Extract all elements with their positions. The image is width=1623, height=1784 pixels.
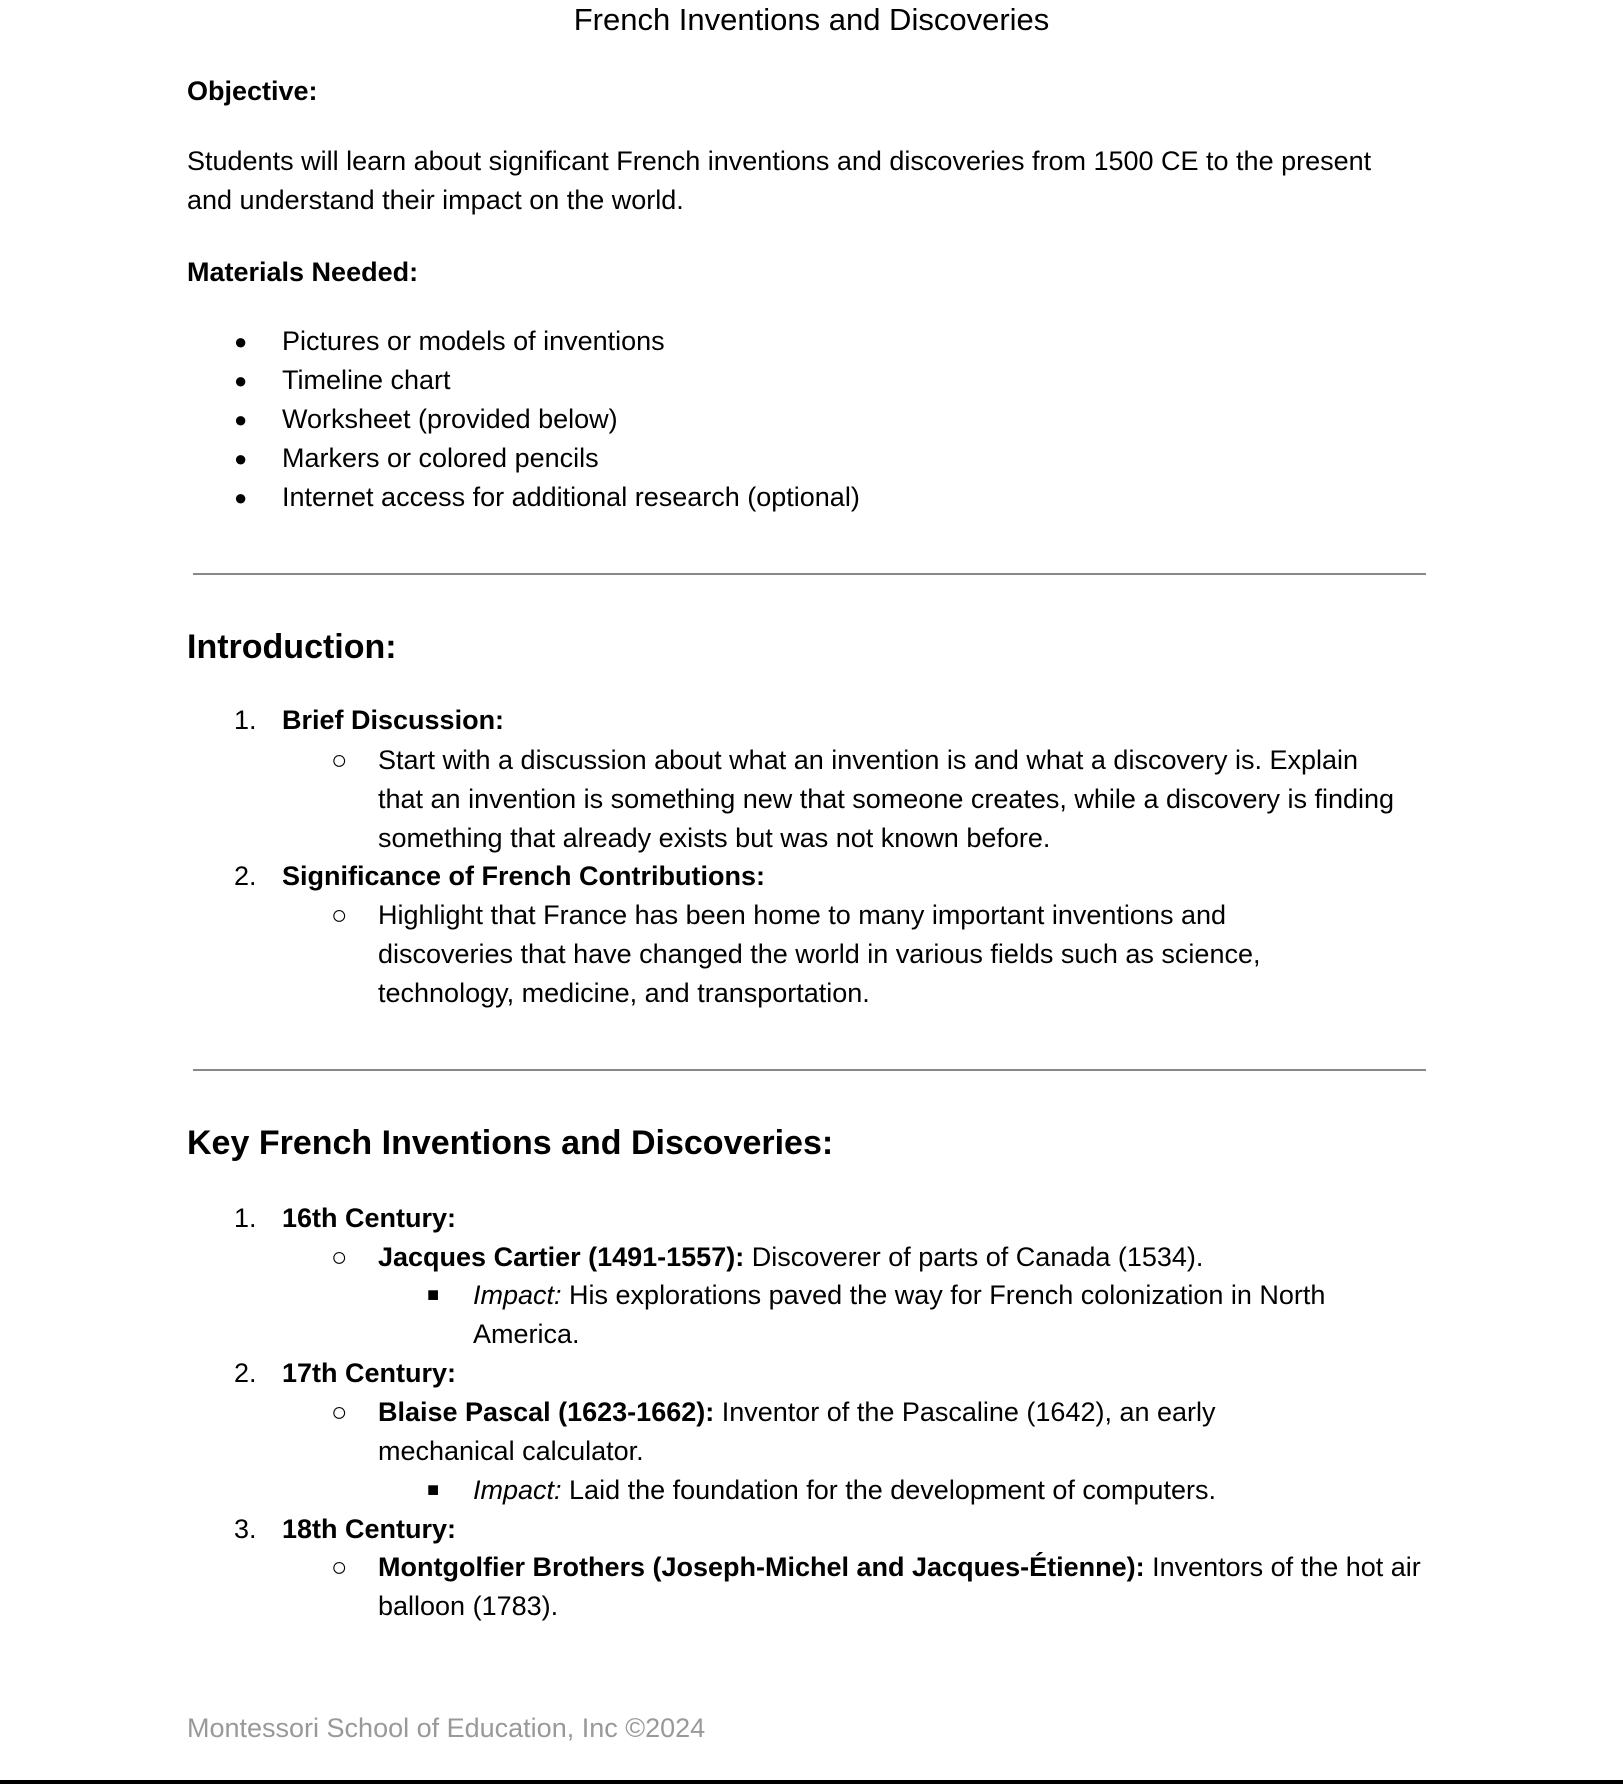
list-item-text: Start with a discussion about what an invention is and what a discovery is. Explain that an invention is something new that someone creates, while a discovery is finding something that already exists but was not known before.: [378, 745, 1395, 853]
list-item-label: 18th Century:: [282, 1514, 457, 1544]
introduction-heading: Introduction:: [187, 628, 397, 666]
objective-heading: Objective:: [187, 76, 318, 106]
key-heading: Key French Inventions and Discoveries:: [187, 1124, 834, 1162]
list-item-text: Pictures or models of inventions: [282, 326, 665, 356]
list-item-label: Brief Discussion:: [282, 705, 505, 735]
circle-bullet-icon: ○: [331, 1397, 348, 1427]
square-bullet-icon: ■: [427, 1479, 440, 1501]
bullet-icon: ●: [234, 446, 248, 471]
list-item-text: Highlight that France has been home to many important inventions and discoveries that have changed the world in various fields such as science, technology, medicine, and transportation.: [378, 900, 1261, 1008]
list-item-text: Internet access for additional research (optional): [282, 482, 860, 512]
bullet-icon: ●: [234, 407, 248, 432]
bullet-icon: ●: [234, 368, 248, 393]
list-item-label: Significance of French Contributions:: [282, 861, 766, 891]
divider: [193, 573, 1426, 575]
bullet-icon: ●: [234, 485, 248, 510]
list-number: 2.: [234, 1358, 257, 1388]
materials-heading: Materials Needed:: [187, 257, 419, 287]
page-bottom-border: [0, 1780, 1623, 1784]
circle-bullet-icon: ○: [331, 900, 348, 930]
list-number: 2.: [234, 861, 257, 891]
list-item-text: Markers or colored pencils: [282, 443, 599, 473]
square-bullet-icon: ■: [427, 1284, 440, 1306]
divider: [193, 1069, 1426, 1071]
circle-bullet-icon: ○: [331, 745, 348, 775]
list-number: 3.: [234, 1514, 257, 1544]
footer-copyright: Montessori School of Education, Inc ©2024: [187, 1713, 706, 1743]
document-title: French Inventions and Discoveries: [573, 2, 1050, 37]
list-number: 1.: [234, 1203, 257, 1233]
impact-text: Impact: His explorations paved the way for French colonization in North America.: [473, 1280, 1326, 1349]
list-item-text: Jacques Cartier (1491-1557): Discoverer of parts of Canada (1534).: [378, 1242, 1204, 1272]
circle-bullet-icon: ○: [331, 1552, 348, 1582]
list-item-label: 16th Century:: [282, 1203, 457, 1233]
objective-text: Students will learn about significant French inventions and discoveries from 1500 CE to the present and understand their impact on the world.: [187, 146, 1372, 215]
impact-text: Impact: Laid the foundation for the development of computers.: [473, 1475, 1216, 1505]
circle-bullet-icon: ○: [331, 1242, 348, 1272]
list-item-label: 17th Century:: [282, 1358, 457, 1388]
bullet-icon: ●: [234, 329, 248, 354]
list-number: 1.: [234, 705, 257, 735]
list-item-text: Worksheet (provided below): [282, 404, 618, 434]
list-item-text: Blaise Pascal (1623-1662): Inventor of the Pascaline (1642), an early mechanical calculator.: [378, 1397, 1216, 1466]
list-item-text: Montgolfier Brothers (Joseph-Michel and Jacques-Étienne): Inventors of the hot air balloon (1783).: [378, 1552, 1421, 1621]
list-item-text: Timeline chart: [282, 365, 451, 395]
